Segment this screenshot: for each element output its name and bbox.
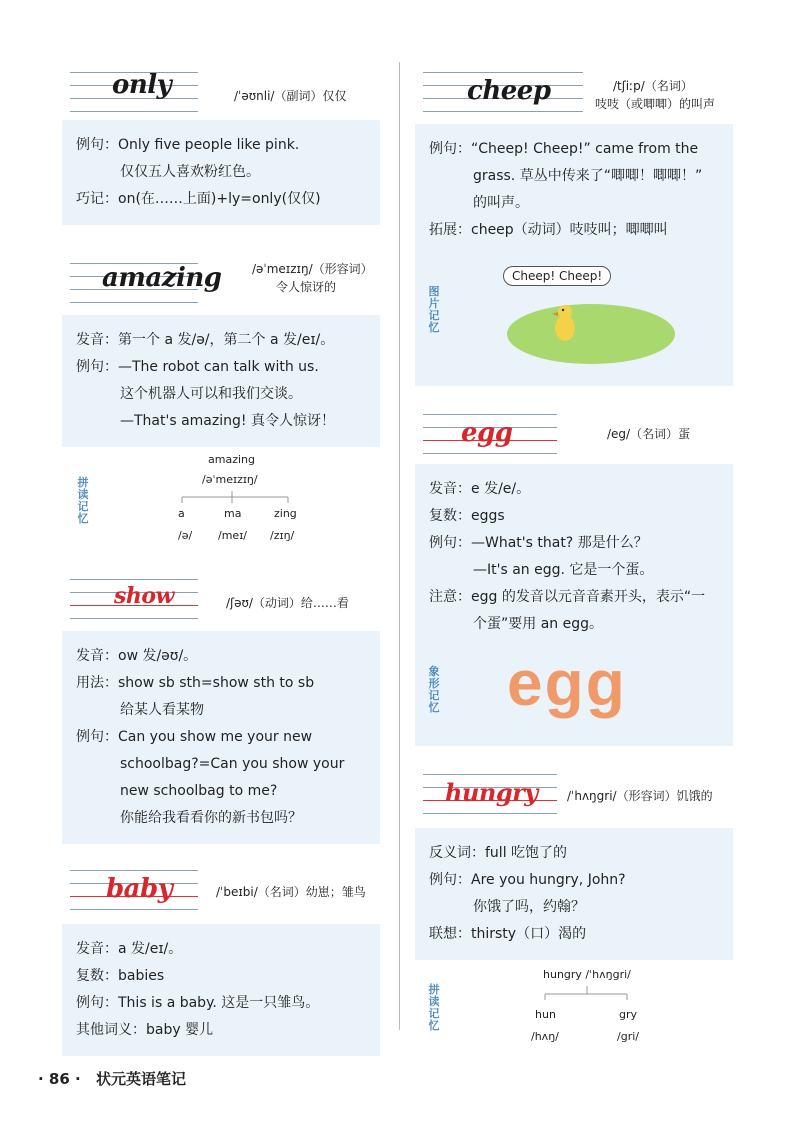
extension-line: 拓展：cheep（动词）吱吱叫；唧唧叫 [429, 222, 668, 238]
tree-phon: /gri/ [617, 1030, 639, 1043]
entry-cheep [415, 62, 733, 386]
phonetic: /ʃəʊ/（动词）给……看 [226, 596, 349, 610]
tree-root-phonetic: /əˈmeɪzɪŋ/ [202, 473, 258, 486]
tree-part: gry [619, 1008, 638, 1021]
example-line: 例句：—What's that? 那是什么？ [429, 535, 648, 551]
entry-body [62, 631, 380, 844]
syllable-tree [415, 960, 733, 1060]
example-line: grass. 草丛中传来了“唧唧！唧唧！” [473, 168, 703, 184]
entry-body [415, 124, 733, 256]
headword: amazing [102, 263, 222, 293]
example-line: 例句：This is a baby. 这是一只雏鸟。 [76, 995, 320, 1011]
entry-body [62, 924, 380, 1056]
plural-line: 复数：babies [76, 968, 165, 984]
left-column [62, 62, 380, 1056]
note-line: 注意：egg 的发音以元音音素开头，表示“一 [429, 589, 706, 605]
translation-line: 你能给我看看你的新书包吗？ [120, 810, 302, 826]
pronunciation-line: 发音：第一个 a 发/ə/，第二个 a 发/eɪ/。 [76, 332, 335, 348]
example-line: 例句：“Cheep! Cheep!” came from the [429, 141, 699, 157]
tree-part: hun [535, 1008, 556, 1021]
pronunciation-line: 发音：e 发/e/。 [429, 481, 531, 497]
entry-header [415, 768, 733, 828]
entry-hungry [415, 768, 733, 1060]
entry-amazing [62, 249, 380, 555]
example-line: new schoolbag to me? [120, 783, 278, 799]
shape-memory [415, 647, 733, 746]
translation-line: 仅仅五人喜欢粉红色。 [120, 164, 260, 180]
tree-part: ma [224, 507, 242, 520]
headword: show [114, 583, 174, 609]
syllable-tree [62, 447, 380, 555]
tree-branches [415, 960, 733, 1060]
entry-body [415, 464, 733, 650]
entry-egg [415, 408, 733, 746]
entry-header [62, 860, 380, 924]
antonym-line: 反义词：full 吃饱了的 [429, 845, 568, 861]
tree-phon: /hʌŋ/ [531, 1030, 559, 1043]
entry-header [62, 571, 380, 631]
phonetic: /ˈəʊnli/（副词）仅仅 [234, 89, 347, 103]
tip-line: 巧记：on(在……上面)+ly=only(仅仅) [76, 191, 321, 207]
translation-line: 你饿了吗，约翰？ [473, 899, 585, 915]
example-line: —It's an egg. 它是一个蛋。 [473, 562, 654, 578]
plural-line: 复数：eggs [429, 508, 505, 524]
translation-line: 这个机器人可以和我们交谈。 [120, 386, 302, 402]
note-line: 个蛋”要用 an egg。 [473, 616, 603, 632]
right-column [415, 62, 733, 1060]
column-divider [399, 62, 400, 1030]
headword: baby [106, 874, 173, 904]
phonetic-meaning: 吱吱（或唧唧）的叫声 [595, 97, 716, 111]
association-line: 联想：thirsty（口）渴的 [429, 926, 587, 942]
egg-shaped-word: egg [507, 647, 627, 719]
example-line: —That's amazing! 真令人惊讶！ [120, 413, 335, 429]
headword: cheep [467, 76, 551, 106]
entry-header [62, 249, 380, 315]
tree-root: amazing [208, 453, 255, 466]
tree-root: hungry /ˈhʌŋgri/ [543, 968, 631, 981]
pronunciation-line: 发音：ow 发/əʊ/。 [76, 648, 198, 664]
tree-phon: /meɪ/ [218, 529, 247, 542]
tree-part: zing [274, 507, 297, 520]
side-label: 拼 读 记 忆 [77, 476, 89, 525]
headword: hungry [445, 778, 538, 807]
tree-phon: /zɪŋ/ [270, 529, 295, 542]
translation-line: 的叫声。 [473, 195, 529, 211]
example-line: 例句：—The robot can talk with us. [76, 359, 319, 375]
speech-bubble: Cheep! Cheep! [503, 266, 611, 286]
entry-body [62, 120, 380, 225]
headword: only [112, 70, 172, 100]
tree-part: a [178, 507, 185, 520]
entry-show [62, 571, 380, 844]
example-line: schoolbag?=Can you show your [120, 756, 345, 772]
page-number: · 86 · [38, 1070, 81, 1088]
entry-body [62, 315, 380, 447]
phonetic-meaning: 令人惊讶的 [276, 280, 337, 294]
phonetic: /tʃiːp/（名词） [613, 79, 693, 93]
other-meaning-line: 其他词义：baby 婴儿 [76, 1022, 214, 1038]
book-title: 状元英语笔记 [95, 1070, 186, 1088]
side-label: 象 形 记 忆 [428, 665, 440, 714]
entry-baby [62, 860, 380, 1056]
phonetic: /ˈhʌŋgri/（形容词）饥饿的 [567, 789, 713, 803]
side-label: 图 片 记 忆 [428, 285, 440, 334]
headword: egg [461, 418, 513, 448]
picture-memory [415, 256, 733, 386]
phonetic: /əˈmeɪzɪŋ/（形容词） [252, 262, 373, 276]
phonetic: /ˈbeɪbi/（名词）幼崽；雏鸟 [216, 885, 366, 899]
entry-only [62, 62, 380, 225]
entry-header [62, 62, 380, 120]
example-line: 例句：Are you hungry, John? [429, 872, 626, 888]
page-footer [38, 1068, 186, 1089]
side-label: 拼 读 记 忆 [428, 983, 440, 1032]
example-line: 例句：Only five people like pink. [76, 137, 300, 153]
phonetic: /eg/（名词）蛋 [607, 427, 691, 441]
pronunciation-line: 发音：a 发/eɪ/。 [76, 941, 183, 957]
tree-phon: /ə/ [178, 529, 193, 542]
usage-line: 用法：show sb sth=show sth to sb [76, 675, 315, 691]
usage-meaning: 给某人看某物 [120, 702, 204, 718]
entry-header [415, 408, 733, 464]
entry-body [415, 828, 733, 960]
entry-header [415, 62, 733, 124]
example-line: 例句：Can you show me your new [76, 729, 313, 745]
